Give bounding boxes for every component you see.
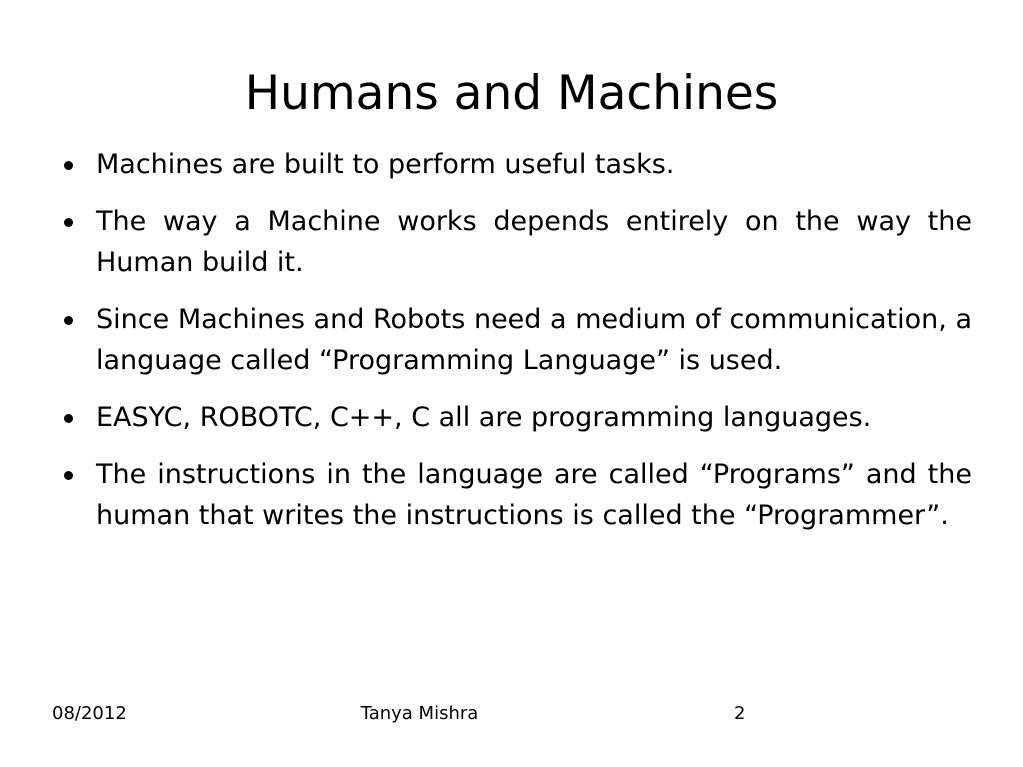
bullet-dot-icon bbox=[64, 316, 73, 325]
footer-author: Tanya Mishra bbox=[360, 703, 479, 724]
bullet-text: EASYC, ROBOTC, C++, C all are programming languages. bbox=[96, 402, 872, 433]
bullet-text: The way a Machine works depends entirely on the way the Human build it. bbox=[96, 206, 972, 278]
bullet-item bbox=[62, 299, 972, 381]
bullet-text: The instructions in the language are called “Programs” and the human that writes the instructions is called the “Programmer”. bbox=[96, 459, 972, 531]
bullet-dot-icon bbox=[64, 161, 73, 170]
bullet-dot-icon bbox=[64, 414, 73, 423]
bullet-item bbox=[62, 454, 972, 536]
bullet-text: Since Machines and Robots need a medium of communication, a language called “Programming Language” is used. bbox=[96, 304, 972, 376]
slide-title: Humans and Machines bbox=[244, 66, 779, 121]
bullet-list bbox=[62, 144, 972, 552]
bullet-text: Machines are built to perform useful tasks. bbox=[96, 149, 675, 180]
bullet-dot-icon bbox=[64, 471, 73, 480]
footer-page-number: 2 bbox=[734, 703, 746, 724]
footer-date: 08/2012 bbox=[52, 703, 127, 724]
bullet-item bbox=[62, 397, 972, 438]
bullet-item bbox=[62, 144, 972, 185]
bullet-dot-icon bbox=[64, 218, 73, 227]
bullet-item bbox=[62, 201, 972, 283]
